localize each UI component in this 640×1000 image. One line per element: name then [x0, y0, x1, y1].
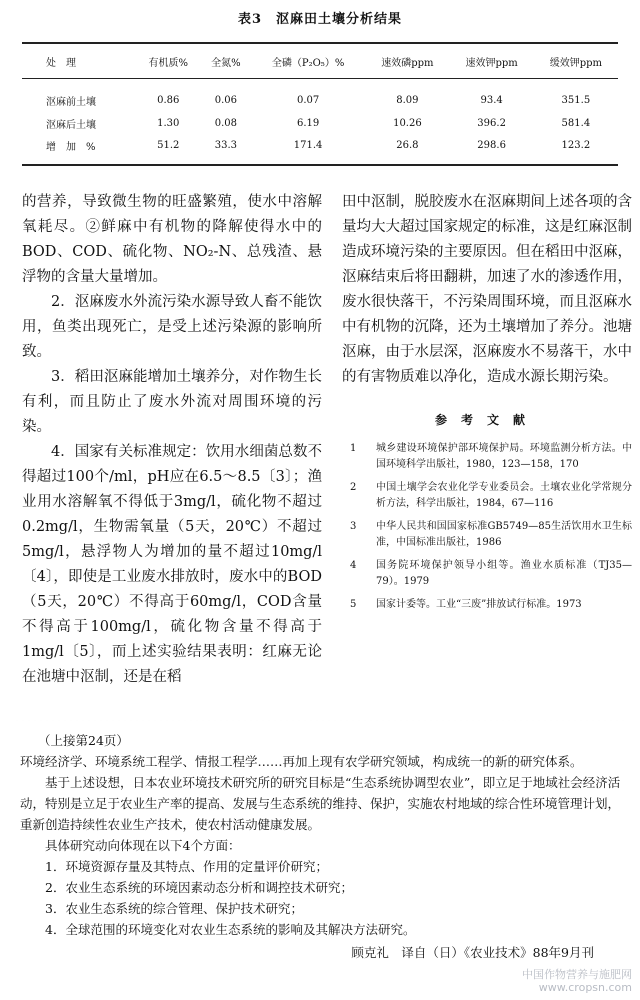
reference-text: 国家计委等。工业“三废”排放试行标准。1973	[376, 599, 582, 610]
table-cell: 581.4	[561, 117, 591, 129]
table-cell: 51.2	[157, 139, 180, 151]
paragraph: 2．沤麻废水外流污染水源导致人畜不能饮用，鱼类出现死亡，是受上述污染源的影响所致。	[22, 294, 322, 360]
header-cell: 速效钾ppm	[465, 57, 518, 69]
table-cell: 8.09	[396, 94, 419, 106]
watermark-line: 中国作物营养与施肥网	[522, 968, 632, 981]
header-cell: 全氮%	[211, 57, 241, 69]
header-cell: 速效磷ppm	[381, 57, 434, 69]
reference-item	[342, 441, 632, 473]
table-cell: 0.86	[157, 94, 180, 106]
header-cell: 处 理	[46, 57, 76, 69]
references-heading: 参考文献	[434, 413, 539, 427]
left-column	[22, 190, 322, 690]
table-bottom-rule	[22, 164, 618, 166]
paragraph: 3．稻田沤麻能增加土壤养分，对作物生长有利，而且防止了废水外流对周围环境的污染。	[22, 369, 322, 435]
reference-number: 2	[350, 482, 357, 493]
soil-analysis-table	[22, 44, 618, 156]
table-cell: 298.6	[477, 139, 506, 151]
paragraph: 基于上述设想，日本农业环境技术研究所的研究目标是“生态系统协调型农业”，即立足于地域社会经济活动，特别是立足于农业生产率的提高、发展与生态系统的维持、保护，实施农村地域的综合性环境管理计划，重新创造持续性农业生产技术，使农村活动健康发展。	[20, 775, 621, 832]
reference-item	[342, 519, 632, 551]
table-row	[22, 134, 618, 156]
table-row	[22, 78, 618, 112]
reference-number: 5	[350, 599, 357, 610]
table-title: 表3 沤麻田土壤分析结果	[237, 12, 403, 27]
reference-item	[342, 558, 632, 590]
table-cell: 0.08	[214, 117, 237, 129]
table-cell: 351.5	[561, 94, 591, 106]
table-cell: 0.07	[296, 94, 320, 106]
table-cell: 396.2	[477, 117, 506, 129]
table-cell: 0.06	[214, 94, 237, 106]
wavy-divider	[14, 713, 626, 721]
paragraph: 具体研究动向体现在以下4个方面：	[45, 838, 241, 853]
reference-number: 3	[350, 521, 357, 532]
reference-text: 国务院环境保护领导小组等。渔业水质标准（TJ35—79）。1979	[376, 560, 632, 587]
table-cell: 26.8	[396, 139, 419, 151]
table-row	[22, 112, 618, 134]
table-cell: 1.30	[157, 117, 180, 129]
watermark	[522, 968, 632, 994]
reference-number: 4	[350, 560, 357, 571]
reference-item	[342, 480, 632, 512]
list-item: 4．全球范围的环境变化对农业生态系统的影响及其解决方法研究。	[45, 922, 416, 937]
header-cell: 全磷（P₂O₅）%	[271, 57, 345, 69]
table-cell: 沤麻前土壤	[46, 96, 96, 108]
reference-item	[342, 597, 632, 613]
table-cell: 6.19	[296, 117, 320, 129]
continuation-label: （上接第24页）	[38, 733, 129, 748]
table-header-row	[22, 44, 618, 78]
reference-text: 中华人民共和国国家标准GB5749—85生活饮用水卫生标准，中国标准出版社，1986	[376, 521, 632, 548]
reference-text: 城乡建设环境保护部环境保护局。环境监测分析方法。中国环境科学出版社，1980，123—158，170	[376, 443, 632, 470]
watermark-line: www.cropsn.com	[538, 981, 632, 994]
table-cell: 10.26	[393, 117, 422, 129]
paragraph: 4．国家有关标准规定：饮用水细菌总数不得超过100个/ml，pH应在6.5～8.5〔3〕；渔业用水溶解氧不得低于3mg/l，硫化物不超过0.2mg/l，生物需氧量（5天，20℃）不超过5mg/l，悬浮物人为增加的量不超过10mg/l〔4〕，即使是工业废水排放时，废水中的BOD（5天，20℃）不得高于60mg/l，COD含量不得高于100mg/l，硫化物含量不得高于1mg/l〔5〕，而上述实验结果表明：红麻无论在池塘中沤制，还是在稻	[22, 444, 322, 685]
header-cell: 有机质%	[148, 57, 188, 69]
table-cell: 123.2	[561, 139, 591, 151]
continued-article	[20, 730, 626, 963]
table-cell: 33.3	[214, 139, 237, 151]
list-item: 1．环境资源存量及其特点、作用的定量评价研究；	[45, 859, 328, 874]
translator-signature: 顾克礼 译自（日）《农业技术》88年9月刊	[351, 945, 594, 960]
list-item: 3．农业生态系统的综合管理、保护技术研究；	[45, 901, 303, 916]
list-item: 2．农业生态系统的环境因素动态分析和调控技术研究；	[45, 880, 353, 895]
table-cell: 增 加 %	[46, 141, 96, 153]
right-column	[342, 190, 632, 620]
table-cell: 沤麻后土壤	[46, 119, 96, 131]
header-cell: 缓效钾ppm	[549, 57, 603, 69]
paragraph: 的营养，导致微生物的旺盛繁殖，使水中溶解氧耗尽。②鲜麻中有机物的降解使得水中的BOD、COD、硫化物、NO₂-N、总残渣、悬浮物的含量大量增加。	[22, 194, 322, 285]
table-cell: 171.4	[293, 139, 323, 151]
paragraph: 环境经济学、环境系统工程学、情报工程学……再加上现有农学研究领域，构成统一的新的研究体系。	[20, 754, 583, 769]
table-cell: 93.4	[480, 94, 503, 106]
reference-number: 1	[350, 443, 357, 454]
reference-text: 中国土壤学会农业化学专业委员会。土壤农业化学常规分析方法，科学出版社，1984，67—116	[376, 482, 632, 509]
paragraph: 田中沤制，脱胶废水在沤麻期间上述各项的含量均大大超过国家规定的标准，这是红麻沤制造成环境污染的主要原因。但在稻田中沤麻，沤麻结束后将田翻耕，加速了水的渗透作用，废水很快落干，不污染周围环境，而且沤麻水中有机物的沉降，还为土壤增加了养分。池塘沤麻，由于水层深，沤麻废水不易落干，水中的有害物质难以净化，造成水源长期污染。	[342, 194, 632, 385]
